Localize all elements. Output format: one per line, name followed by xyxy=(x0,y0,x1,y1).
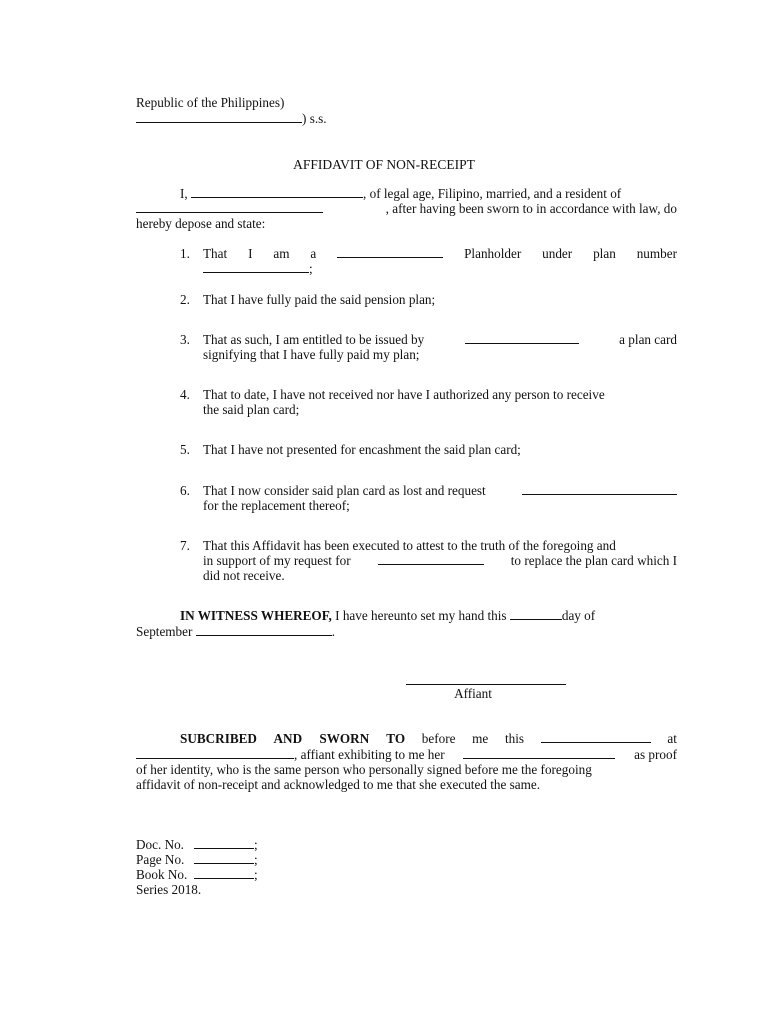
item-text: the said plan card; xyxy=(203,402,300,417)
item-number: 5. xyxy=(180,442,190,457)
doc-no-label: Doc. No. xyxy=(136,837,184,852)
book-no-line xyxy=(136,867,258,883)
intro-line-3: hereby depose and state: xyxy=(136,216,266,231)
item-number: 1. xyxy=(180,246,190,261)
item-text: That I now consider said plan card as lost and request xyxy=(203,483,486,498)
witness-line-1 xyxy=(180,608,677,624)
semicolon: ; xyxy=(309,261,313,276)
jurat-line-2 xyxy=(136,747,677,763)
witness-heading: IN WITNESS WHEREOF, xyxy=(180,608,332,623)
page-no-blank[interactable] xyxy=(194,852,254,864)
jurat-line-4: affidavit of non-receipt and acknowledged to me that she executed the same. xyxy=(136,777,541,792)
day-blank[interactable] xyxy=(510,608,562,620)
document-title: AFFIDAVIT OF NON-RECEIPT xyxy=(293,157,475,172)
item-text: That as such, I am entitled to be issued by xyxy=(203,332,425,347)
venue-province xyxy=(136,111,327,127)
jurat-text: as proof xyxy=(634,747,677,762)
item-text: a plan card xyxy=(619,332,677,347)
item-text: for the replacement thereof; xyxy=(203,498,350,513)
item-text: to replace the plan card which I xyxy=(510,553,677,568)
jurat-line-3 xyxy=(136,762,677,778)
word: That xyxy=(203,246,228,261)
item-text: in support of my request for xyxy=(203,553,351,568)
book-no-blank[interactable] xyxy=(194,867,254,879)
year-blank[interactable] xyxy=(196,624,332,636)
doc-no-blank[interactable] xyxy=(194,837,254,849)
jurat-text: , affiant exhibiting to me her xyxy=(294,747,445,762)
affiant-label: Affiant xyxy=(454,686,492,701)
item-text: That I have fully paid the said pension plan; xyxy=(203,292,436,307)
issuer-blank[interactable] xyxy=(465,332,579,344)
intro-after-address: , after having been sworn to in accordance with law, do xyxy=(385,201,677,216)
witness-text: I have hereunto set my hand this xyxy=(335,608,507,623)
item-text: That to date, I have not received nor have I authorized any person to receive xyxy=(203,387,605,402)
plan-type-blank[interactable] xyxy=(337,246,443,258)
book-no-label: Book No. xyxy=(136,867,188,882)
intro-line-2 xyxy=(136,201,677,217)
word: Planholder xyxy=(464,246,522,261)
doc-no-line xyxy=(136,837,258,853)
word: plan xyxy=(593,246,616,261)
page-no-label: Page No. xyxy=(136,852,185,867)
province-blank[interactable] xyxy=(136,111,302,123)
item-number: 2. xyxy=(180,292,190,307)
word: under xyxy=(542,246,573,261)
word: me xyxy=(472,731,489,746)
page-no-line xyxy=(136,852,258,868)
word: am xyxy=(273,246,290,261)
republic-text: Republic of the Philippines) xyxy=(136,95,285,110)
word: at xyxy=(667,731,677,746)
affiant-signature-line[interactable] xyxy=(406,670,566,685)
item-text: signifying that I have fully paid my plan; xyxy=(203,347,420,362)
intro-line-1 xyxy=(180,186,677,202)
semicolon: ; xyxy=(254,867,258,882)
word: a xyxy=(310,246,317,261)
plan-number-blank[interactable] xyxy=(203,261,309,273)
item-text: That this Affidavit has been executed to attest to the truth of the foregoing and xyxy=(203,538,616,553)
request-for-blank[interactable] xyxy=(378,553,484,565)
intro-i: I, xyxy=(180,186,188,201)
month-text: September xyxy=(136,624,193,639)
item-number: 3. xyxy=(180,332,190,347)
item-number: 4. xyxy=(180,387,190,402)
word: number xyxy=(636,246,677,261)
jurat-line-1 xyxy=(180,731,677,747)
affiant-name-blank[interactable] xyxy=(191,186,363,198)
word: before xyxy=(421,731,456,746)
request-to-blank[interactable] xyxy=(522,483,677,495)
item-text: did not receive. xyxy=(203,568,285,583)
ss-text: ) s.s. xyxy=(302,111,327,126)
period: . xyxy=(331,624,335,639)
identity-doc-blank[interactable] xyxy=(463,747,615,759)
venue-republic xyxy=(136,95,284,111)
day-of-text: day of xyxy=(561,608,596,623)
word: this xyxy=(504,731,525,746)
series-line: Series 2018. xyxy=(136,882,202,897)
semicolon: ; xyxy=(254,852,258,867)
jurat-heading: SUBCRIBED AND SWORN TO xyxy=(180,731,406,746)
jurat-text: of her identity, who is the same person who personally signed before me the foregoing xyxy=(136,762,592,777)
intro-after-name: , of legal age, Filipino, married, and a resident of xyxy=(363,186,622,201)
word: I xyxy=(248,246,253,261)
semicolon: ; xyxy=(254,837,258,852)
jurat-place-blank[interactable] xyxy=(136,747,294,759)
item-number: 7. xyxy=(180,538,190,553)
residence-blank[interactable] xyxy=(136,201,323,213)
jurat-date-blank[interactable] xyxy=(541,731,651,743)
witness-line-2 xyxy=(136,624,335,640)
item-text: That I have not presented for encashment the said plan card; xyxy=(203,442,521,457)
item-number: 6. xyxy=(180,483,190,498)
